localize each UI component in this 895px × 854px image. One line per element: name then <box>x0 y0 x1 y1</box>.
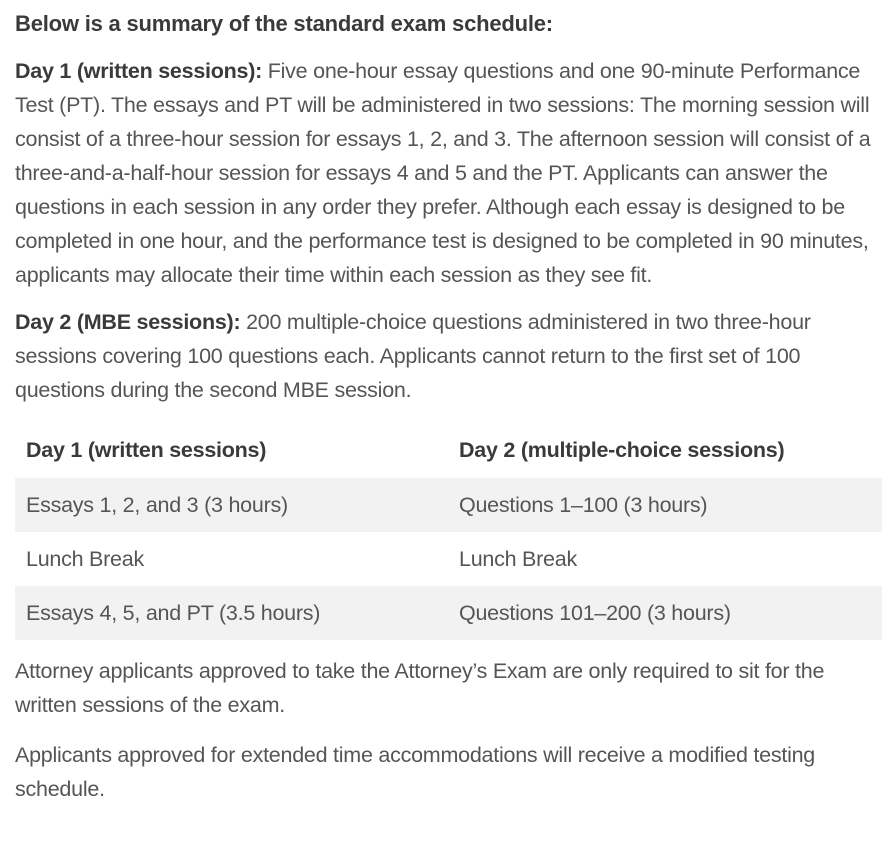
table-cell-day1: Lunch Break <box>26 546 144 571</box>
table-header-day2: Day 2 (multiple-choice sessions) <box>459 437 785 462</box>
attorney-applicants-note: Attorney applicants approved to take the Attorney’s Exam are only required to sit for the written sessions of the exam. <box>15 659 825 717</box>
table-header-row <box>15 422 882 478</box>
day1-description <box>15 54 880 292</box>
day2-lead: Day 2 (MBE sessions): <box>15 310 241 334</box>
table-row <box>15 532 882 586</box>
table-cell-day1: Essays 4, 5, and PT (3.5 hours) <box>15 586 448 640</box>
day1-text: Five one-hour essay questions and one 90-minute Performance Test (PT). The essays and PT will be administered in two sessions: The morning session will consist of a three-hour session for essays 1, 2, and 3. The afternoon session will consist of a three-and-a-half-hour session for essays 4 and 5 and the PT. Applicants can answer the questions in each session in any order they prefer. Although each essay is designed to be completed in one hour, and the performance test is designed to be completed in 90 minutes, applicants may allocate their time within each session as they see fit. <box>15 59 871 287</box>
table-cell-day2: Questions 1–100 (3 hours) <box>448 478 882 532</box>
table-cell-day1: Essays 1, 2, and 3 (3 hours) <box>15 478 448 532</box>
table-header-day1: Day 1 (written sessions) <box>26 437 267 462</box>
summary-heading: Below is a summary of the standard exam schedule: <box>15 11 553 36</box>
table-row <box>15 478 882 532</box>
table-cell-day2: Questions 101–200 (3 hours) <box>448 586 882 640</box>
table-row <box>15 586 882 640</box>
day2-description <box>15 305 880 407</box>
table-cell-day2: Lunch Break <box>459 546 577 571</box>
extended-time-note: Applicants approved for extended time accommodations will receive a modified testing schedule. <box>15 743 816 801</box>
day2-text: 200 multiple-choice questions administered in two three-hour sessions covering 100 questions each. Applicants cannot return to the first set of 100 questions during the second MBE session. <box>15 310 811 402</box>
schedule-table <box>15 422 882 640</box>
day1-lead: Day 1 (written sessions): <box>15 59 263 83</box>
